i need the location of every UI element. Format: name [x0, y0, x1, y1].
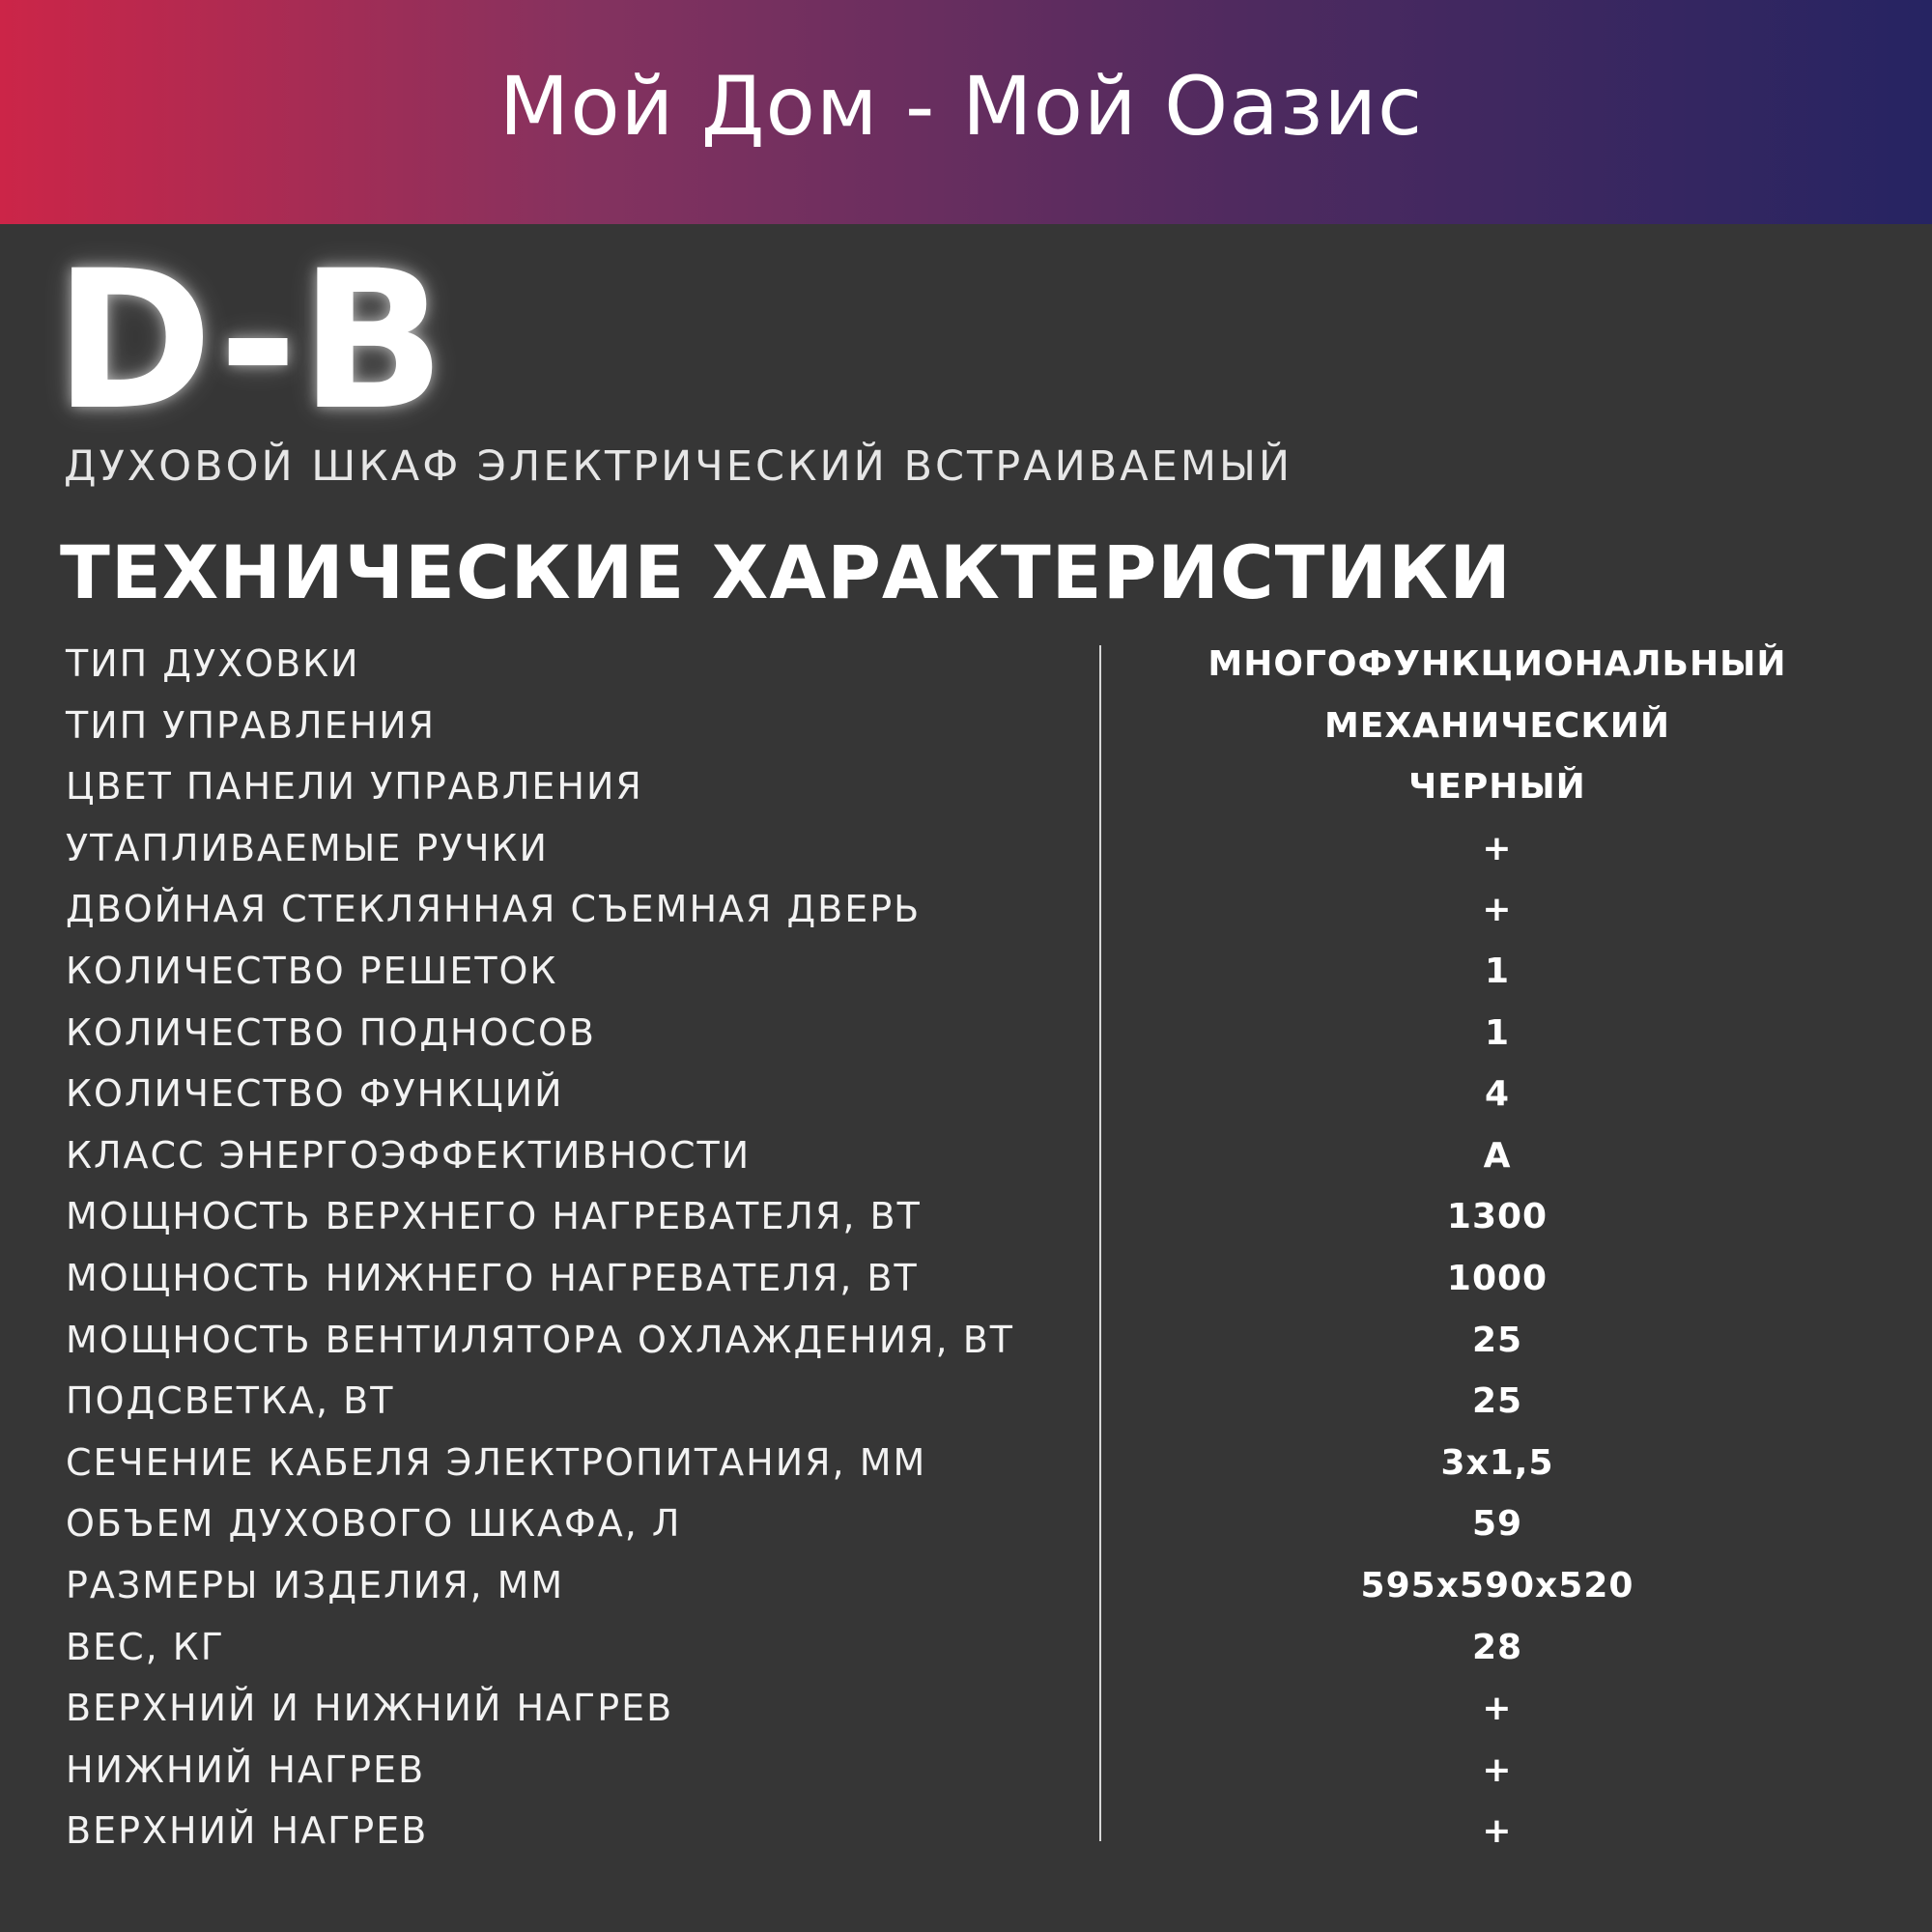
spec-row	[0, 1003, 1932, 1065]
spec-row	[0, 1678, 1932, 1740]
spec-row	[0, 1310, 1932, 1372]
spec-label: ЦВЕТ ПАНЕЛИ УПРАВЛЕНИЯ	[66, 765, 643, 809]
spec-value: 59	[1471, 1504, 1523, 1545]
spec-label: ВЕРХНИЙ И НИЖНИЙ НАГРЕВ	[66, 1687, 674, 1730]
spec-value: МНОГОФУНКЦИОНАЛЬНЫЙ	[1208, 644, 1787, 684]
spec-value: 4	[1484, 1074, 1511, 1115]
spec-value: ЧЕРНЫЙ	[1408, 767, 1586, 808]
spec-row	[0, 1125, 1932, 1187]
spec-row	[0, 696, 1932, 757]
spec-row	[0, 756, 1932, 818]
spec-value: +	[1482, 1811, 1513, 1852]
spec-value: +	[1482, 828, 1513, 868]
spec-label: СЕЧЕНИЕ КАБЕЛЯ ЭЛЕКТРОПИТАНИЯ, ММ	[66, 1440, 927, 1484]
specs-table	[0, 634, 1932, 1862]
spec-label: ТИП УПРАВЛЕНИЯ	[66, 703, 436, 747]
spec-label: КОЛИЧЕСТВО РЕШЕТОК	[66, 949, 558, 992]
spec-row	[0, 818, 1932, 880]
spec-label: ТИП ДУХОВКИ	[66, 642, 360, 685]
spec-row	[0, 1248, 1932, 1310]
spec-label: КОЛИЧЕСТВО ФУНКЦИЙ	[66, 1072, 564, 1116]
brand-slogan: Мой Дом - Мой Оазис	[498, 59, 1424, 154]
specs-title: ТЕХНИЧЕСКИЕ ХАРАКТЕРИСТИКИ	[60, 529, 1512, 615]
spec-label: ВЕС, КГ	[66, 1625, 225, 1668]
spec-label: КЛАСС ЭНЕРГОЭФФЕКТИВНОСТИ	[66, 1133, 752, 1177]
spec-value: 1300	[1446, 1197, 1548, 1237]
spec-label: ДВОЙНАЯ СТЕКЛЯННАЯ СЪЕМНАЯ ДВЕРЬ	[66, 888, 922, 931]
spec-label: МОЩНОСТЬ НИЖНЕГО НАГРЕВАТЕЛЯ, ВТ	[66, 1256, 919, 1299]
model-name: D-B	[54, 229, 448, 452]
spec-label: НИЖНИЙ НАГРЕВ	[66, 1747, 426, 1791]
spec-value: +	[1482, 1689, 1513, 1729]
spec-row	[0, 1433, 1932, 1494]
spec-row	[0, 1186, 1932, 1248]
spec-value: 3х1,5	[1440, 1442, 1554, 1483]
product-description: ДУХОВОЙ ШКАФ ЭЛЕКТРИЧЕСКИЙ ВСТРАИВАЕМЫЙ	[64, 442, 1293, 491]
spec-value: +	[1482, 890, 1513, 930]
spec-row	[0, 634, 1932, 696]
spec-label: МОЩНОСТЬ ВЕНТИЛЯТОРА ОХЛАЖДЕНИЯ, ВТ	[66, 1318, 1014, 1361]
spec-label: ВЕРХНИЙ НАГРЕВ	[66, 1809, 429, 1853]
spec-value: 1	[1484, 1012, 1511, 1053]
spec-label: КОЛИЧЕСТВО ПОДНОСОВ	[66, 1010, 596, 1054]
spec-value: 595х590х520	[1360, 1565, 1634, 1605]
spec-label: МОЩНОСТЬ ВЕРХНЕГО НАГРЕВАТЕЛЯ, ВТ	[66, 1195, 922, 1238]
spec-row	[0, 1617, 1932, 1679]
spec-row	[0, 1555, 1932, 1617]
spec-value: 28	[1471, 1627, 1523, 1667]
spec-label: ПОДСВЕТКА, ВТ	[66, 1379, 395, 1423]
spec-label: ОБЪЕМ ДУХОВОГО ШКАФА, Л	[66, 1502, 682, 1546]
spec-row	[0, 1740, 1932, 1802]
spec-row	[0, 1801, 1932, 1862]
spec-label: УТАПЛИВАЕМЫЕ РУЧКИ	[66, 826, 549, 869]
spec-value: А	[1483, 1135, 1512, 1176]
spec-value: 1	[1484, 951, 1511, 991]
spec-label: РАЗМЕРЫ ИЗДЕЛИЯ, ММ	[66, 1563, 565, 1606]
header-banner	[0, 0, 1932, 224]
spec-row	[0, 1493, 1932, 1555]
spec-value: 25	[1471, 1320, 1523, 1360]
spec-row	[0, 879, 1932, 941]
spec-row	[0, 941, 1932, 1003]
spec-value: МЕХАНИЧЕСКИЙ	[1323, 705, 1671, 746]
spec-value: 1000	[1446, 1258, 1548, 1298]
spec-value: 25	[1471, 1381, 1523, 1422]
spec-value: +	[1482, 1749, 1513, 1790]
spec-row	[0, 1371, 1932, 1433]
spec-row	[0, 1064, 1932, 1125]
